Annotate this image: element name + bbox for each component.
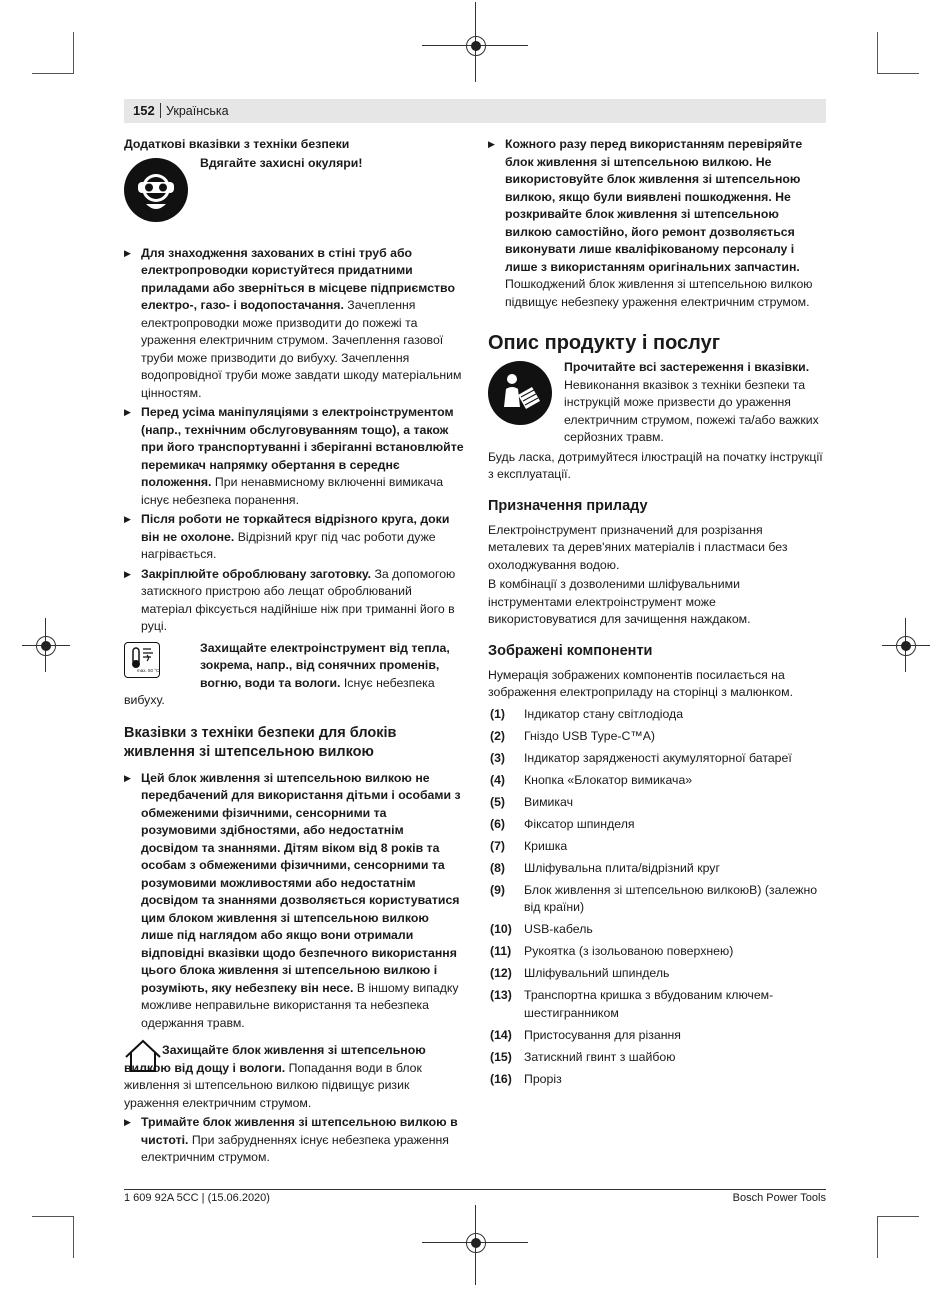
text: Відрізний круг під час роботи дуже нагрівається. <box>141 529 436 561</box>
rain-protection-icon <box>124 1039 162 1079</box>
paragraph: Нумерація зображених компонентів посилається на зображення електроприладу на сторінці з малюнком. <box>488 667 794 699</box>
item-text: Шліфувальна плита/відрізний круг <box>524 860 720 875</box>
item-text: Вимикач <box>524 794 574 809</box>
registration-mark <box>36 636 56 656</box>
bold-text: Кожного разу перед використанням перевіряйте блок живлення зі штепсельною вилкою. Не використовуйте блок живлення зі штепсельною вилкою, якщо були виявлені пошкодження. Не розкривайте блок живлення зі штепсельною вилкою самостійно, його ремонт дозволяється виконувати лише кваліфікованому персоналу і лише з використанням оригінальних запчастин. <box>505 137 803 274</box>
page-language: Українська <box>166 104 229 118</box>
heat-warning <box>124 640 464 693</box>
divider <box>160 103 161 118</box>
list-item <box>488 816 826 834</box>
registration-mark <box>466 36 486 56</box>
crop-mark <box>73 32 74 74</box>
bold-text: Цей блок живлення зі штепсельною вилкою не передбачений для використання дітьми і особами з обмеженими фізичними, сенсорними та розумовими здібностями, або недостатнім досвідом та знаннями. Дітям віком від 8 років та особам з обмеженими фізичними, сенсорними та розумовими можливостями або недостатнім досвідом та знаннями дозволяється користуватися цим блоком живлення зі штепсельною вилкою лише під наглядом або якщо вони отримали відповідні вказівки щодо безпечного використання цього блока живлення зі штепсельною вилкою і розуміють, яку небезпеку він несе. <box>141 770 461 995</box>
item-number: (11) <box>490 944 512 958</box>
list-item <box>124 770 464 1033</box>
footer-divider <box>124 1189 826 1190</box>
item-number: (15) <box>490 1049 512 1064</box>
item-text: Затискний гвинт з шайбою <box>524 1049 676 1064</box>
item-text: Шліфувальний шпиндель <box>524 966 670 980</box>
item-number: (14) <box>490 1027 512 1042</box>
bold-text: Закріплюйте оброблювану заготовку. <box>141 566 372 581</box>
item-number: (9) <box>490 882 506 897</box>
list-item <box>488 1049 826 1067</box>
item-text: Транспортна кришка з вбудованим ключем-шестигранником <box>524 988 774 1020</box>
list-item <box>488 838 826 856</box>
text: В іншому випадку можливе неправильне використання та небезпека одержання травм. <box>141 980 459 1030</box>
section-title: Опис продукту і послуг <box>488 332 721 354</box>
section-heading: Вказівки з техніки безпеки для блоків живлення зі штепсельною вилкою <box>124 724 397 760</box>
components-list <box>488 706 826 1089</box>
item-text: Блок живлення зі штепсельною вилкоюB) (залежно від країни) <box>524 882 818 914</box>
item-number: (4) <box>490 772 506 787</box>
bold-text: Захищайте електроінструмент від тепла, зокрема, напр., від сонячних променів, вогню, води та вологи. <box>200 640 450 690</box>
list-item <box>124 245 464 403</box>
item-number: (12) <box>490 966 512 980</box>
item-number: (8) <box>490 860 506 875</box>
list-item <box>488 750 826 768</box>
list-item <box>488 987 826 1022</box>
heat-warning-icon <box>124 642 160 678</box>
crop-mark <box>73 1216 74 1258</box>
bold-text: Прочитайте всі застереження і вказівки. <box>564 360 810 374</box>
crop-mark <box>877 1216 878 1258</box>
safety-goggles-icon <box>124 158 188 222</box>
item-number: (10) <box>490 922 512 936</box>
registration-mark <box>896 636 916 656</box>
item-number: (5) <box>490 794 506 809</box>
brand-footer: Bosch Power Tools <box>732 1192 826 1204</box>
list-item <box>488 728 826 746</box>
item-text: Фіксатор шпинделя <box>524 816 635 831</box>
registration-mark <box>466 1233 486 1253</box>
section-heading: Зображені компоненти <box>488 642 653 659</box>
item-number: (13) <box>490 988 512 1002</box>
text: Невиконання вказівок з техніки безпеки та інструкцій може призвести до ураження електричним струмом, пожежі та/або важких серйозних травм. <box>564 377 819 444</box>
text: Зачеплення електропроводки може призводити до пожежі та ураження електричним струмом. Зачеплення газової труби може призводити до вибуху. Зачеплення водопровідної труби може завдати шкоду матеріальним цінностям. <box>141 298 462 400</box>
goggles-warning: Вдягайте захисні окуляри! <box>200 155 363 170</box>
section-heading: Призначення приладу <box>488 497 648 514</box>
list-item <box>124 1114 464 1167</box>
left-column <box>124 136 464 1167</box>
list-item <box>488 794 826 812</box>
list-item <box>124 566 464 636</box>
crop-mark <box>877 1216 919 1217</box>
item-text: Пристосування для різання <box>524 1027 681 1042</box>
document-code: 1 609 92A 5CC | (15.06.2020) <box>124 1192 270 1204</box>
item-text: Гніздо USB Type-C™A) <box>524 728 655 743</box>
paragraph: Електроінструмент призначений для розрізання металевих та дерев'яних матеріалів і пластмаси без охолоджування водою. <box>488 522 788 572</box>
list-item <box>124 511 464 564</box>
list-item <box>488 965 826 983</box>
list-item <box>488 136 826 311</box>
item-number: (16) <box>490 1071 512 1086</box>
item-text: Рукоятка (з ізольованою поверхнею) <box>524 944 734 958</box>
text: Попадання води в блок живлення зі штепсельною вилкою підвищує ризик ураження електричним струмом. <box>124 1060 422 1110</box>
item-number: (1) <box>490 706 506 721</box>
crop-mark <box>32 1216 74 1217</box>
item-text: Кришка <box>524 838 568 853</box>
list-item <box>488 882 826 917</box>
text: При ненавмисному включенні вимикача існує небезпека поранення. <box>141 475 444 507</box>
page-header <box>124 99 826 123</box>
item-text: USB-кабель <box>524 922 593 936</box>
bold-text: Захищайте блок живлення зі штепсельною вилкою від дощу і вологи. <box>124 1043 426 1075</box>
paragraph: Будь ласка, дотримуйтеся ілюстрацій на початку інструкції з експлуатації. <box>488 449 823 481</box>
list-item <box>124 404 464 509</box>
heat-icon-label: max. 50 °C <box>137 667 160 673</box>
crop-mark <box>877 73 919 74</box>
bold-text: Після роботи не торкайтеся відрізного круга, доки він не охолоне. <box>141 512 450 544</box>
bold-text: Для знаходження захованих в стіні труб або електропроводки користуйтеся придатними приладами або зверніться в місцеве підприємство електро-, газо- і водопостачання. <box>141 245 455 312</box>
list-item <box>488 1071 826 1089</box>
item-text: Індикатор зарядженості акумуляторної батареї <box>524 750 792 765</box>
list-item <box>488 943 826 961</box>
item-text: Проріз <box>524 1071 562 1086</box>
paragraph: В комбінації з дозволеними шліфувальними інструментами електроінструмент може використовуватися для зачищення наждаком. <box>488 577 751 626</box>
text: При забрудненнях існує небезпека ураження електричним струмом. <box>141 1132 449 1164</box>
bold-text: Перед усіма маніпуляціями з електроінструментом (напр., технічним обслуговуванням тощо), а також при його транспортуванні і зберіганні встановлюйте перемикач напрямку обертання в середнє положення. <box>141 405 464 489</box>
heat-warning-cont: вибуху. <box>124 693 165 707</box>
item-number: (7) <box>490 838 506 853</box>
item-number: (6) <box>490 816 506 831</box>
item-number: (2) <box>490 728 506 743</box>
page-number: 152 <box>133 103 155 118</box>
item-text: Кнопка «Блокатор вимикача» <box>524 772 693 787</box>
list-item <box>488 1027 826 1045</box>
right-column <box>488 136 826 1093</box>
text: Пошкоджений блок живлення зі штепсельною вилкою підвищує небезпеку ураження електричним струмом. <box>505 277 813 309</box>
list-item <box>488 706 826 724</box>
text: Існує небезпека <box>340 675 435 690</box>
text: За допомогою затискного пристрою або лещат оброблюваний матеріал фіксується надійніше ніж при триманні його в руці. <box>141 566 456 633</box>
section-heading: Додаткові вказівки з техніки безпеки <box>124 137 350 151</box>
list-item <box>488 772 826 790</box>
item-text: Індикатор стану світлодіода <box>524 706 684 721</box>
crop-mark <box>32 73 74 74</box>
list-item <box>488 860 826 878</box>
read-manual-icon <box>488 361 552 425</box>
rain-warning <box>124 1042 464 1112</box>
crop-mark <box>877 32 878 74</box>
bold-text: Тримайте блок живлення зі штепсельною вилкою в чистоті. <box>141 1115 458 1147</box>
item-number: (3) <box>490 750 506 765</box>
list-item <box>488 921 826 939</box>
